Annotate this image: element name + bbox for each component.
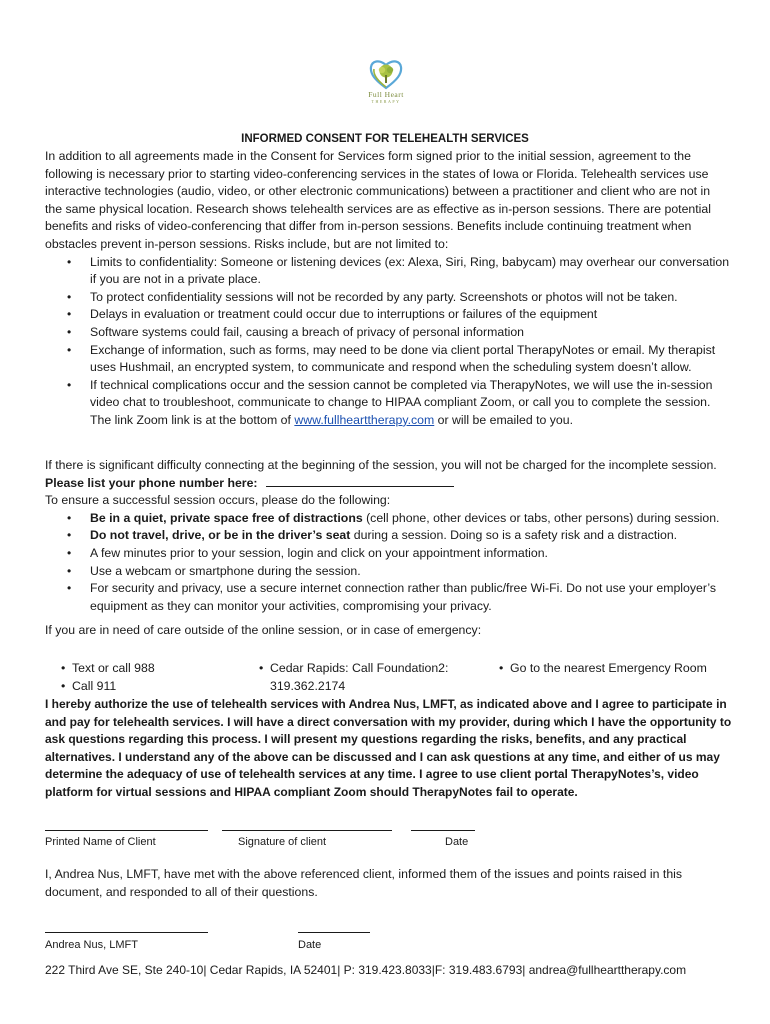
list-item: • Text or call 988	[45, 660, 235, 678]
emergency-col-3	[483, 660, 743, 678]
session-section	[45, 457, 730, 640]
item-rest: during a session. Doing so is a safety risk and a distraction.	[350, 528, 678, 543]
risk-list	[45, 254, 730, 430]
provider-date-label: Date	[298, 939, 322, 951]
intro-paragraph: In addition to all agreements made in the Consent for Services form signed prior to the initial session, agreement to the following is necessary prior to starting video-conferencing services in the states of Iowa or Florida. Telehealth services use interactive technologies (audio, video, or other electronic communications) between a practitioner and client who are not in the same physical location. Research shows telehealth services are as effective as in-person sessions. There are potential benefits and risks of video-conferencing that differ from in-person sessions. Benefits include continuing treatment when obstacles prevent in-person sessions. Risks include, but are not limited to:	[45, 149, 711, 251]
list-item	[45, 527, 730, 545]
heart-tree-icon	[369, 58, 403, 90]
list-item: • Software systems could fail, causing a breach of privacy of personal information	[45, 324, 730, 342]
provider-name-label: Andrea Nus, LMFT	[45, 939, 138, 951]
item-bold: Be in a quiet, private space free of distractions	[90, 510, 363, 525]
list-item: • Exchange of information, such as forms, may need to be done via client portal TherapyNotes or email. My therapist uses Hushmail, an encrypted system, to communicate and respond when the scheduling system doesn’t allow.	[45, 342, 730, 377]
intro-section	[45, 148, 730, 430]
item-rest: For security and privacy, use a secure internet connection rather than public/free Wi-Fi. Do not use your employer’s equipment as they can monitor your activities, compromising your privacy.	[90, 581, 717, 613]
website-link[interactable]: www.fullhearttherapy.com	[294, 412, 435, 427]
emergency-col-2	[243, 660, 453, 695]
item-bold: Do not travel, drive, or be in the driver’s seat	[90, 528, 351, 543]
list-item: • Delays in evaluation or treatment could occur due to interruptions or failures of the equipment	[45, 306, 730, 324]
phone-label: Please list your phone number here:	[45, 475, 258, 490]
authorization-paragraph: I hereby authorize the use of telehealth services with Andrea Nus, LMFT, as indicated above and I agree to participate in and pay for telehealth services. I will have a direct conversation with my provider, during which I have the opportunity to ask questions regarding this process. I will present my questions regarding the risks, benefits, and any practical alternatives. I understand any of the above can be discussed and I can ask questions at any time, and either of us may determine the adequacy of use of telehealth services at any time. I agree to use client portal TherapyNotes’s, video platform for virtual sessions and HIPAA compliant Zoom should TherapyNotes fail to operate.	[45, 697, 732, 799]
list-item: • To protect confidentiality sessions will not be recorded by any party. Screenshots or photos will not be taken.	[45, 289, 730, 307]
phone-input-line[interactable]	[266, 476, 454, 487]
client-date-line[interactable]	[411, 830, 475, 831]
risk-last-before: If technical complications occur and the session cannot be completed via TherapyNotes, we will use the in-session video chat to troubleshoot, communicate to change to HIPAA compliant Zoom, or call you to complete the session. The link Zoom link is at the bottom of	[90, 377, 713, 427]
list-item	[45, 580, 730, 615]
list-item	[45, 563, 730, 581]
emergency-col-1	[45, 660, 235, 695]
client-signature-line[interactable]	[222, 830, 392, 831]
item-rest: (cell phone, other devices or tabs, other persons) during session.	[362, 510, 720, 525]
success-list	[45, 510, 730, 616]
page-title: INFORMED CONSENT FOR TELEHEALTH SERVICES	[241, 133, 529, 145]
provider-statement: I, Andrea Nus, LMFT, have met with the above referenced client, informed them of the issues and points raised in this document, and responded to all of their questions.	[45, 867, 683, 899]
item-rest: A few minutes prior to your session, login and click on your appointment information.	[90, 545, 548, 560]
logo-sub: THERAPY	[371, 99, 401, 104]
list-item: • Limits to confidentiality: Someone or listening devices (ex: Alexa, Siri, Ring, babycam) may overhear our conversation if you are not in a private place.	[45, 254, 730, 289]
list-item: • Cedar Rapids: Call Foundation2: 319.362.2174	[243, 660, 453, 695]
footer-contact: 222 Third Ave SE, Ste 240-10| Cedar Rapids, IA 52401| P: 319.423.8033|F: 319.483.6793| andrea@fullhearttherapy.com	[45, 963, 687, 977]
client-signature-label: Signature of client	[238, 836, 327, 848]
printed-name-label: Printed Name of Client	[45, 836, 156, 848]
difficulty-paragraph: If there is significant difficulty connecting at the beginning of the session, you will not be charged for the incomplete session.	[45, 458, 717, 472]
list-item	[45, 510, 730, 528]
list-item	[45, 377, 730, 430]
risk-last-after: or will be emailed to you.	[434, 412, 573, 427]
printed-name-line[interactable]	[45, 830, 208, 831]
list-item: • Call 911	[45, 678, 235, 696]
list-item	[45, 545, 730, 563]
success-intro: To ensure a successful session occurs, please do the following:	[45, 493, 391, 508]
logo-name: Full Heart	[368, 90, 404, 99]
provider-signature-line[interactable]	[45, 932, 208, 933]
provider-date-line[interactable]	[298, 932, 370, 933]
list-item: • Go to the nearest Emergency Room	[483, 660, 743, 678]
phone-row	[45, 475, 730, 493]
full-heart-logo	[355, 58, 417, 114]
emergency-intro: If you are in need of care outside of the online session, or in case of emergency:	[45, 623, 482, 638]
item-rest: Use a webcam or smartphone during the session.	[90, 563, 361, 578]
client-date-label: Date	[445, 836, 469, 848]
